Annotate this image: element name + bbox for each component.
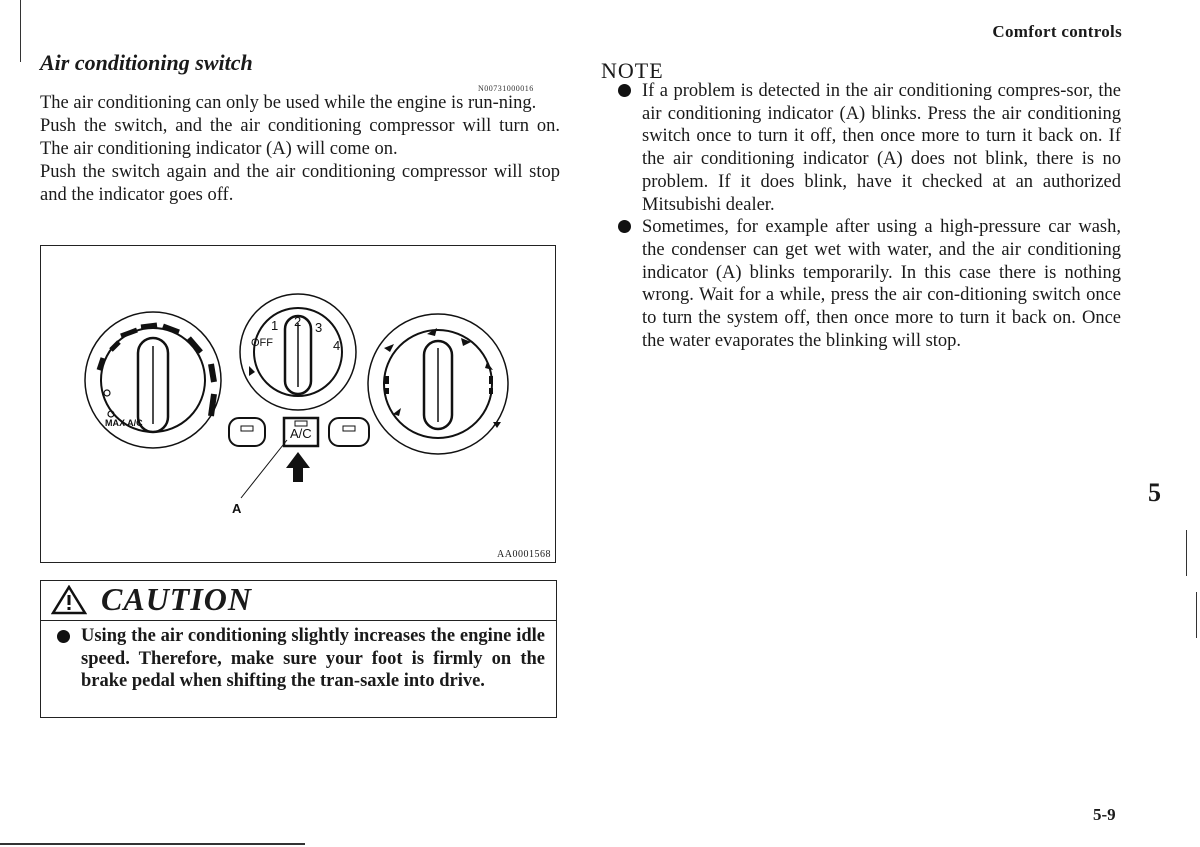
caution-box: [40, 580, 557, 718]
climate-control-figure: [40, 245, 556, 563]
up-arrow-icon: [286, 452, 310, 482]
caution-body: [55, 625, 545, 693]
paragraph: Push the switch, and the air conditioning compressor will turn on. The air conditioning indicator (A) will come on.: [40, 116, 560, 159]
note-text: Sometimes, for example after using a high-pressure car wash, the condenser can get wet with water, and the air conditioning indicator (A) blinks temporarily. In this case there is nothing wrong. Wait for a while, press the air con-ditioning switch once to turn the system off, then once more to turn it back on. Once the water evaporates the blinking will stop.: [642, 217, 1121, 351]
note-title: NOTE: [601, 58, 664, 83]
running-header: Comfort controls: [992, 22, 1122, 41]
note-item: [618, 216, 1121, 352]
section-code: N00731000016: [478, 84, 534, 93]
caution-item: [55, 625, 545, 693]
recirculation-button[interactable]: [329, 418, 369, 446]
fan-off-label: OFF: [251, 337, 273, 349]
right-margin-mark: [1186, 530, 1187, 576]
ac-button-label: A/C: [290, 426, 312, 441]
figure-code: AA0001568: [497, 549, 551, 560]
fan-speed-3-label: 3: [315, 320, 323, 335]
chapter-number: 5: [1148, 478, 1161, 507]
paragraph: Push the switch again and the air conditioning compressor will stop and the indicator goes off.: [40, 162, 560, 205]
section-body: [40, 92, 560, 207]
note-item: [618, 80, 1121, 216]
right-margin-mark-2: [1196, 592, 1197, 638]
left-margin-mark: [20, 0, 21, 62]
caution-text: Using the air conditioning slightly increases the engine idle speed. Therefore, make sure your foot is firmly on the brake pedal when shifting the tran-saxle into drive.: [81, 626, 545, 691]
max-ac-label: MAX A/C: [105, 418, 143, 428]
fan-speed-2-label: 2: [294, 314, 302, 329]
note-list: [618, 80, 1121, 352]
fan-speed-1-label: 1: [271, 318, 279, 333]
paragraph: The air conditioning can only be used while the engine is run-ning.: [40, 93, 537, 113]
fan-speed-4-label: 4: [333, 338, 341, 353]
page-number: 5-9: [1093, 805, 1116, 824]
climate-panel-illustration: [41, 246, 557, 564]
warning-triangle-icon: [51, 585, 87, 615]
bullet-icon: [618, 220, 631, 233]
caution-header: [41, 581, 556, 621]
bullet-icon: [618, 84, 631, 97]
section-title: Air conditioning switch: [40, 50, 253, 75]
bullet-icon: [57, 630, 70, 643]
bottom-rule: [0, 843, 305, 845]
rear-defroster-button[interactable]: [229, 418, 265, 446]
caution-title: CAUTION: [101, 581, 253, 617]
indicator-callout-label: A: [232, 501, 242, 516]
note-text: If a problem is detected in the air conditioning compres-sor, the air conditioning indicator (A) blinks. Press the air conditioning switch once to turn it off, then once more to turn it back on. If the air conditioning indicator (A) does not blink, there is no problem. If it does blink, have it checked at an authorized Mitsubishi dealer.: [642, 81, 1121, 215]
